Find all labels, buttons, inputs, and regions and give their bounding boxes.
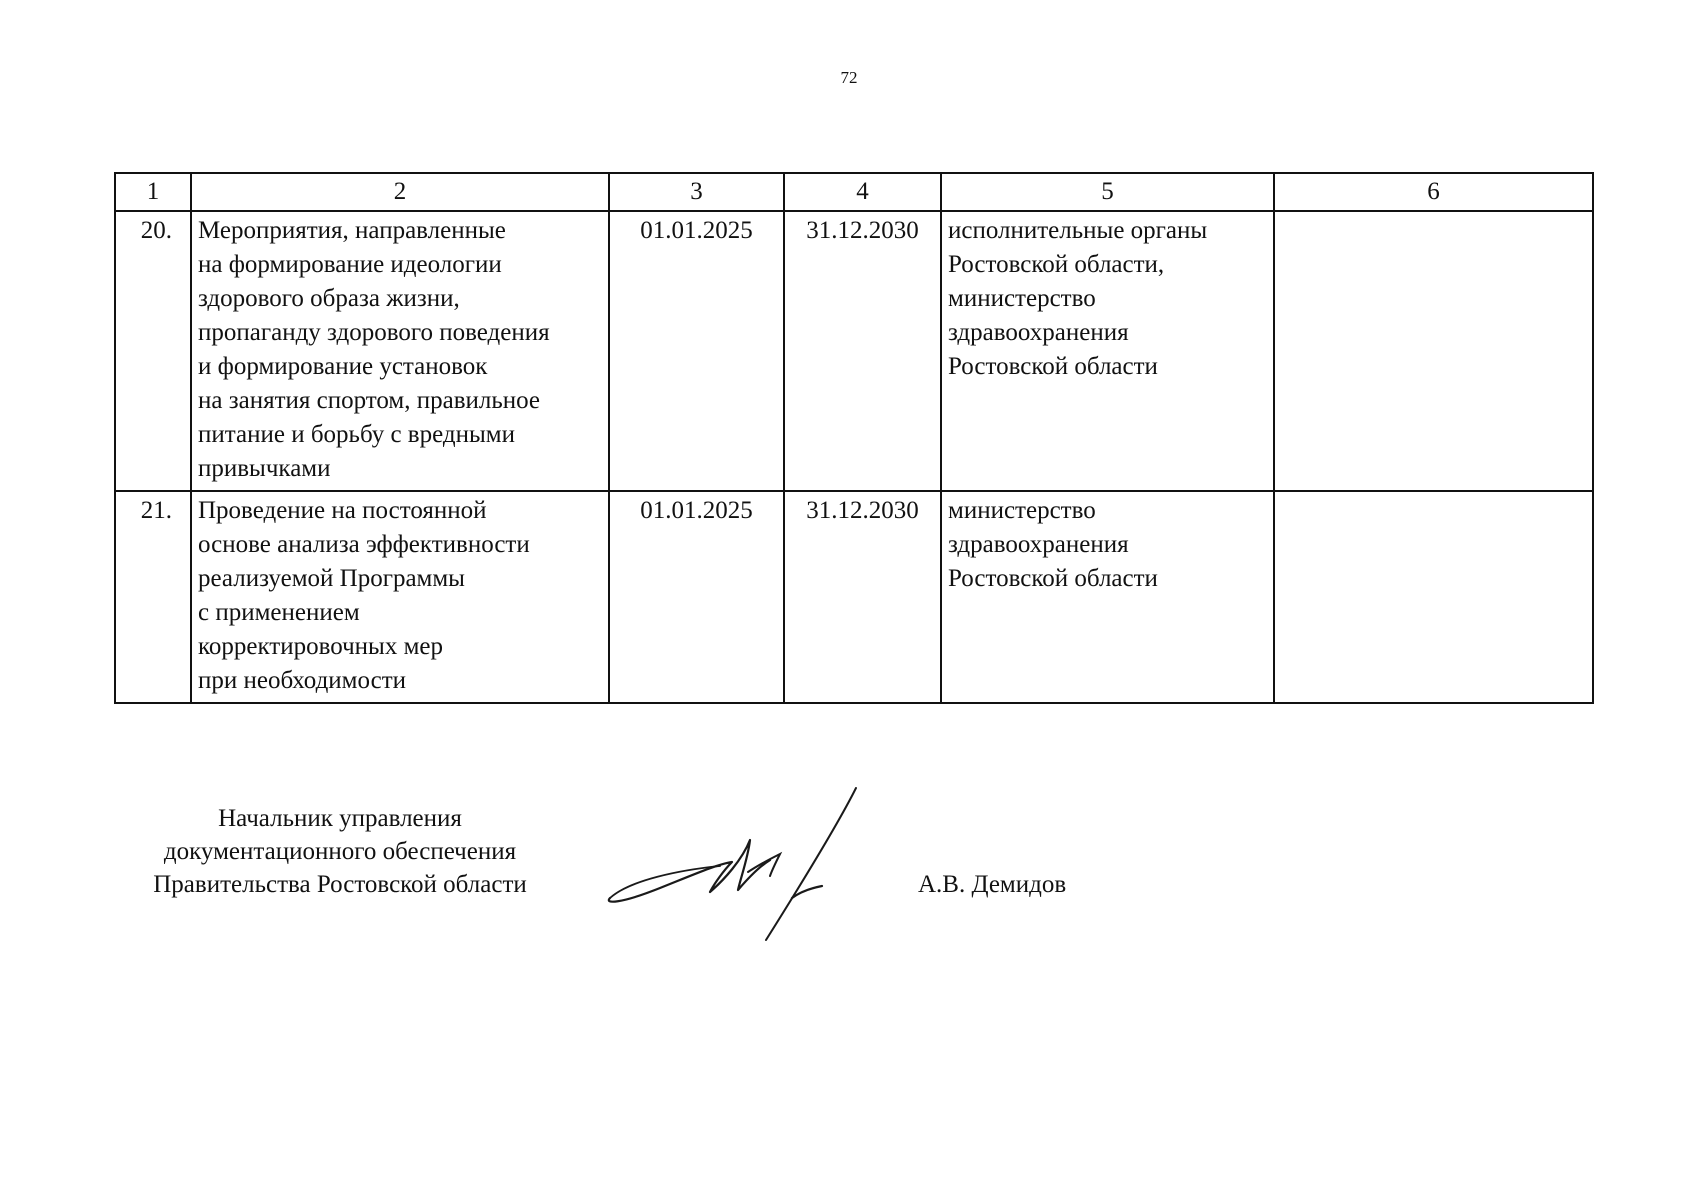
header-col-1: 1 xyxy=(115,173,191,211)
executor: министерство здравоохранения Ростовской области xyxy=(941,491,1274,703)
executor: исполнительные органы Ростовской области, министерство здравоохранения Ростовской области xyxy=(941,211,1274,491)
end-date: 31.12.2030 xyxy=(784,211,941,491)
end-date: 31.12.2030 xyxy=(784,491,941,703)
signer-name: А.В. Демидов xyxy=(918,871,1067,898)
col-6-cell xyxy=(1274,491,1593,703)
header-col-6: 6 xyxy=(1274,173,1593,211)
event-description: Мероприятия, направленные на формирование идеологии здорового образа жизни, пропаганду здорового поведения и формирование установок на занятия спортом, правильное питание и борьбу с вредными привычками xyxy=(191,211,609,491)
page-number: 72 xyxy=(840,68,858,87)
row-number: 20. xyxy=(115,211,191,491)
header-col-3: 3 xyxy=(609,173,784,211)
event-description: Проведение на постоянной основе анализа эффективности реализуемой Программы с применением корректировочных мер при необходимости xyxy=(191,491,609,703)
start-date: 01.01.2025 xyxy=(609,491,784,703)
header-col-5: 5 xyxy=(941,173,1274,211)
signatory-position: Начальник управления документационного обеспечения Правительства Ростовской области xyxy=(153,805,527,898)
start-date: 01.01.2025 xyxy=(609,211,784,491)
table-row xyxy=(115,491,1593,703)
row-number: 21. xyxy=(115,491,191,703)
header-col-2: 2 xyxy=(191,173,609,211)
header-col-4: 4 xyxy=(784,173,941,211)
handwritten-signature xyxy=(600,780,900,950)
table-row xyxy=(115,211,1593,491)
col-6-cell xyxy=(1274,211,1593,491)
table-header-row xyxy=(115,173,1593,211)
activities-table xyxy=(114,172,1594,704)
